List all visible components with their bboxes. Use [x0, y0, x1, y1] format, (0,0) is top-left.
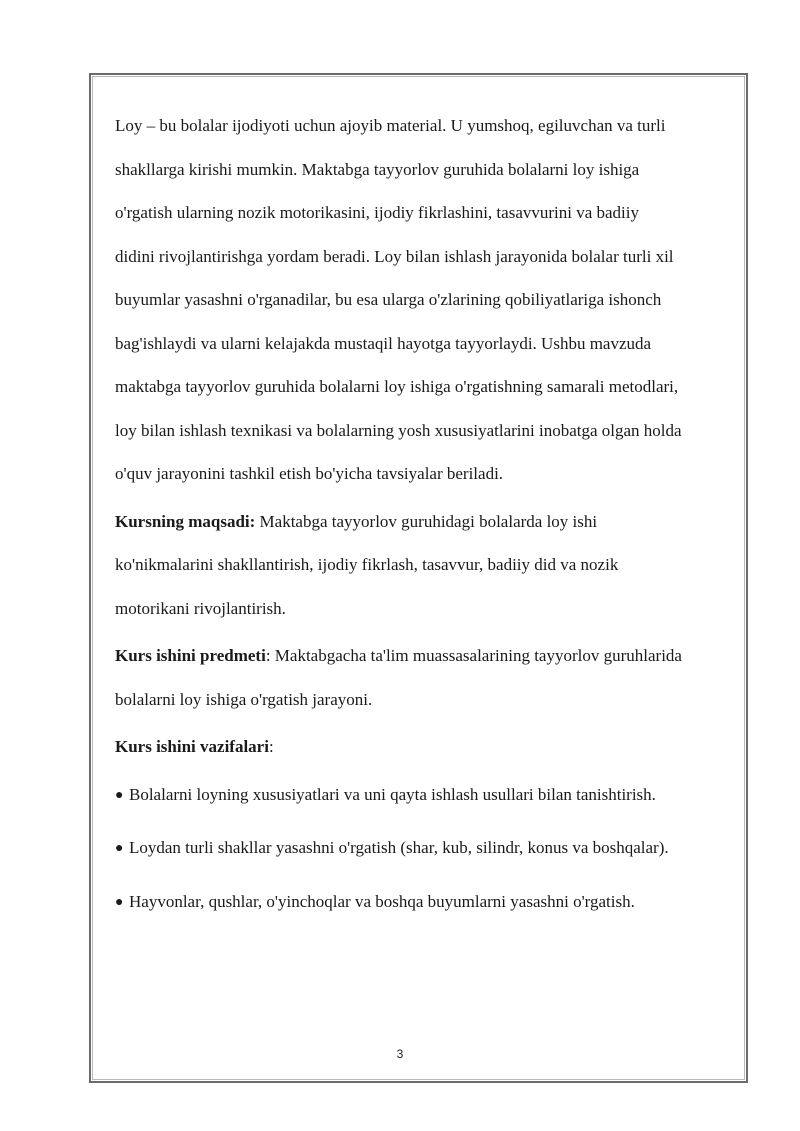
bullet-icon: ● [115, 787, 124, 803]
list-item [115, 880, 755, 925]
list-item [115, 826, 755, 871]
tasks-label: Kurs ishini vazifalari [115, 737, 269, 756]
goal-line [115, 500, 755, 544]
tasks-heading [115, 725, 755, 769]
intro-line: o'quv jarayonini tashkil etish bo'yicha tavsiyalar beriladi. [115, 464, 504, 483]
subject-line: bolalarni loy ishiga o'rgatish jarayoni. [115, 689, 373, 709]
intro-line: Loy – bu bolalar ijodiyoti uchun ajoyib material. U yumshoq, egiluvchan va turli [115, 116, 666, 135]
subject-line [115, 634, 755, 678]
intro-line: shakllarga kirishi mumkin. Maktabga tayyorlov guruhida bolalarni loy ishiga [115, 159, 640, 179]
task-text: Hayvonlar, qushlar, o'yinchoqlar va boshqa buyumlarni yasashni o'rgatish. [129, 891, 635, 911]
goal-label: Kursning maqsadi: [115, 511, 256, 531]
intro-line: bag'ishlaydi va ularni kelajakda mustaqil hayotga tayyorlaydi. Ushbu mavzuda [115, 333, 652, 353]
intro-line: o'rgatish ularning nozik motorikasini, ijodiy fikrlashini, tasavvurini va badiiy [115, 203, 640, 222]
bullet-icon: ● [115, 841, 124, 856]
intro-line: maktabga tayyorlov guruhida bolalarni loy ishiga o'rgatishning samarali metodlari, [115, 377, 679, 396]
intro-line: didini rivojlantirishga yordam beradi. Loy bilan ishlash jarayonida bolalar turli xil [115, 246, 674, 266]
goal-paragraph [115, 500, 755, 631]
intro-paragraph [115, 104, 755, 496]
subject-text: : Maktabgacha ta'lim muassasalarining tayyorlov guruhlarida [265, 646, 682, 665]
goal-text: Maktabga tayyorlov guruhidagi bolalarda loy ishi [255, 511, 598, 531]
bullet-icon: ● [115, 894, 124, 910]
tasks-list [115, 773, 755, 925]
task-text: Loydan turli shakllar yasashni o'rgatish (shar, kub, silindr, konus va boshqalar). [129, 838, 669, 857]
document-body [115, 104, 755, 924]
tasks-colon: : [268, 737, 274, 756]
list-item [115, 773, 755, 818]
goal-line: motorikani rivojlantirish. [115, 598, 286, 618]
subject-label: Kurs ishini predmeti [115, 646, 266, 665]
intro-line: buyumlar yasashni o'rganadilar, bu esa ularga o'zlarining qobiliyatlariga ishonch [115, 290, 662, 309]
intro-line: loy bilan ishlash texnikasi va bolalarning yosh xususiyatlarini inobatga olgan holda [115, 420, 682, 440]
subject-paragraph [115, 634, 755, 721]
goal-line: ko'nikmalarini shakllantirish, ijodiy fikrlash, tasavvur, badiiy did va nozik [115, 555, 619, 574]
task-text: Bolalarni loyning xususiyatlari va uni qayta ishlash usullari bilan tanishtirish. [129, 784, 656, 804]
page-number: 3 [396, 1047, 404, 1061]
